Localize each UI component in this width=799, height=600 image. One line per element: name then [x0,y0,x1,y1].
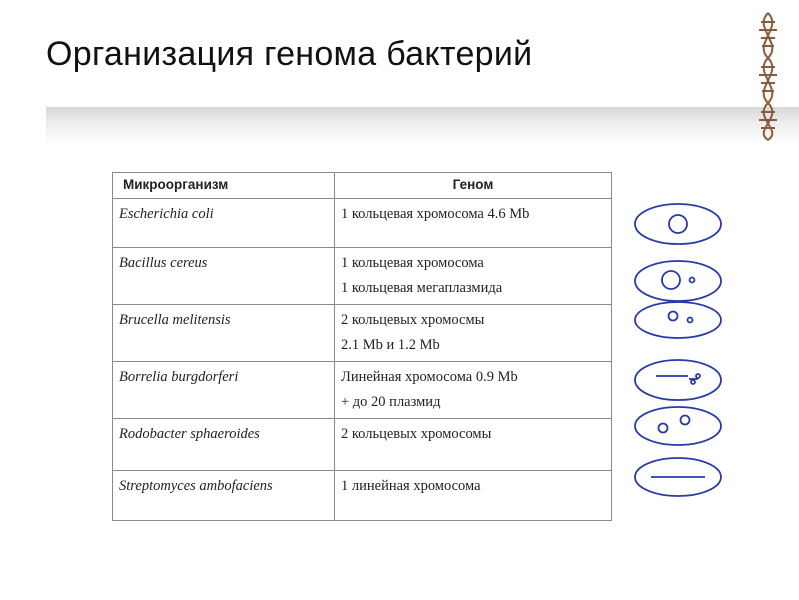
cell-genome-diagrams [626,196,736,506]
table-row [113,419,612,471]
genome-cell: 1 кольцевая хромосома 4.6 Mb [335,199,612,248]
organism-cell: Escherichia coli [113,199,335,248]
organism-cell: Streptomyces ambofaciens [113,471,335,521]
table-row [113,362,612,419]
genome-cell: 1 кольцевая хромосома 1 кольцевая мегаплазмида [335,248,612,305]
cell-genome-diagram [635,360,721,400]
genome-cell: 2 кольцевых хромосомы [335,419,612,471]
table-row [113,248,612,305]
genome-cell: 1 линейная хромосома [335,471,612,521]
organism-cell: Rodobacter sphaeroides [113,419,335,471]
genome-cell: Линейная хромосома 0.9 Mb + до 20 плазмид [335,362,612,419]
genome-cell: 2 кольцевых хромосмы 2.1 Mb и 1.2 Mb [335,305,612,362]
table-header-row [113,173,612,199]
cell-genome-diagram [635,302,721,338]
header-genome: Геном [335,173,612,199]
cell-genome-diagram [635,458,721,496]
organism-cell: Borrelia burgdorferi [113,362,335,419]
table-row [113,305,612,362]
organism-cell: Bacillus cereus [113,248,335,305]
organism-cell: Brucella melitensis [113,305,335,362]
genome-table [112,172,612,521]
table-row [113,199,612,248]
cell-genome-diagram [635,261,721,301]
table-row [113,471,612,521]
decorative-header-bar [46,107,799,145]
genome-table-container [112,172,612,521]
cell-genome-diagram [635,407,721,445]
dna-helix-icon [738,8,798,143]
slide-title: Организация генома бактерий [46,35,533,73]
header-organism: Микроорганизм [113,173,335,199]
cell-genome-diagram [635,204,721,244]
